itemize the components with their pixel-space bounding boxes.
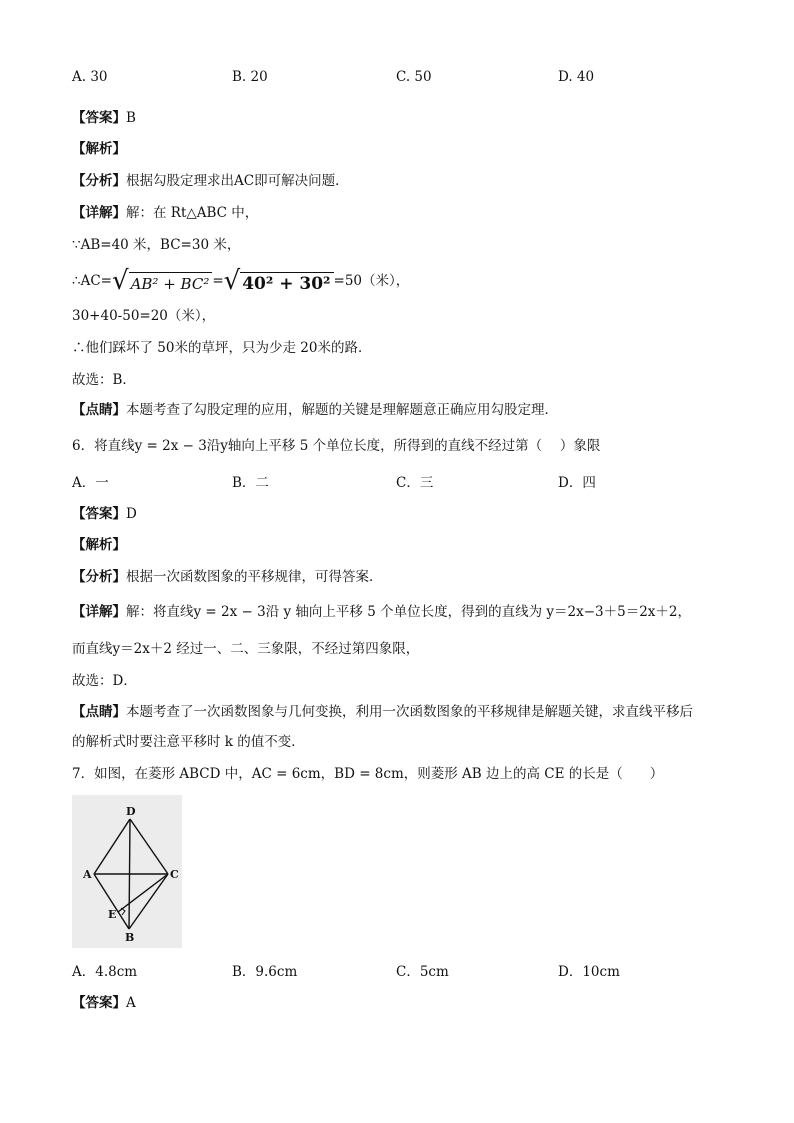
answer-tag: 【答案】 [72, 110, 126, 126]
fenxi-tag: 【分析】 [72, 569, 126, 585]
q5-option-c: C. 50 [396, 69, 432, 85]
q7-answer [72, 994, 136, 1012]
q7-option-a: A．4.8cm [72, 964, 138, 980]
xiangjie-tag: 【详解】 [72, 205, 126, 221]
radicand-ab-bc: AB² + BC² [129, 272, 213, 294]
dianjing-tag: 【点睛】 [72, 402, 126, 418]
fenxi-text: 根据一次函数图象的平移规律，可得答案． [126, 569, 383, 585]
dianjing-text: 本题考查了勾股定理的应用，解题的关键是理解题意正确应用勾股定理． [126, 402, 558, 418]
ac-prefix: ∴AC= [72, 273, 112, 289]
label-c: C [170, 868, 179, 881]
q6-line2: 而直线y＝2x＋2 经过一、二、三象限，不经过第四象限， [72, 641, 420, 657]
sqrt-40-30: √ 40² + 30² [224, 268, 334, 294]
xiangjie-tag: 【详解】 [72, 604, 126, 620]
equals-sign: = [212, 273, 224, 289]
label-b: B [125, 931, 135, 944]
q5-choose: 故选：B． [72, 372, 136, 388]
label-a: A [83, 868, 92, 881]
q6-choose: 故选：D． [72, 673, 137, 689]
q6-dianjing [72, 703, 693, 721]
q5-dianjing [72, 401, 558, 419]
dianjing-text-1: 本题考查了一次函数图象与几何变换，利用一次函数图象的平移规律是解题关键，求直线平移后 [126, 704, 693, 720]
q6-stem: 6．将直线y = 2x − 3沿y轴向上平移 5 个单位长度，所得到的直线不经过第（ ）象限 [72, 438, 601, 454]
q5-ac-formula [72, 266, 409, 296]
answer-value: D [126, 506, 137, 522]
q5-xiangjie [72, 204, 258, 222]
q6-option-b: B．二 [232, 475, 269, 491]
q5-given: ∵AB=40 米，BC=30 米， [72, 237, 241, 253]
q6-option-d: D．四 [558, 475, 596, 491]
q5-option-d: D. 40 [558, 69, 595, 85]
fenxi-text: 根据勾股定理求出AC即可解决问题． [126, 173, 349, 189]
rhombus-figure [72, 795, 182, 948]
answer-value: A [126, 995, 136, 1011]
ac-result: =50（米）， [333, 273, 410, 289]
edge-dc [130, 819, 168, 874]
q7-option-b: B．9.6cm [232, 964, 298, 980]
height-ce [118, 874, 168, 912]
q6-option-a: A．一 [72, 475, 109, 491]
q5-option-a: A. 30 [72, 69, 108, 85]
q5-calc: 30+40-50=20（米）， [72, 308, 216, 324]
fenxi-tag: 【分析】 [72, 173, 126, 189]
q5-answer [72, 109, 136, 127]
q6-analysis-heading: 【解析】 [72, 537, 126, 553]
answer-tag: 【答案】 [72, 995, 126, 1011]
label-d: D [126, 805, 136, 818]
q6-answer [72, 505, 137, 523]
rhombus-diagram [72, 795, 182, 948]
q5-conclusion: ∴他们踩坏了 50米的草坪，只为少走 20米的路． [72, 340, 372, 356]
q7-stem: 7．如图，在菱形 ABCD 中，AC = 6cm，BD = 8cm，则菱形 AB 边上的高 CE 的长是（ ） [72, 766, 664, 782]
edge-cb [129, 874, 168, 929]
q6-option-c: C．三 [396, 475, 434, 491]
radicand-40-30: 40² + 30² [240, 272, 333, 294]
q6-dianjing-cont: 的解析式时要注意平移时 k 的值不变． [72, 734, 305, 750]
q6-fenxi [72, 568, 383, 586]
q5-analysis-heading: 【解析】 [72, 141, 126, 157]
q6-xiangjie [72, 603, 691, 621]
q5-option-b: B. 20 [232, 69, 268, 85]
q7-option-c: C．5cm [396, 964, 449, 980]
sqrt-ab-bc: √ AB² + BC² [112, 268, 212, 294]
dianjing-tag: 【点睛】 [72, 704, 126, 720]
right-angle-mark [121, 908, 125, 915]
label-e: E [108, 908, 117, 921]
q5-fenxi [72, 172, 349, 190]
xiangjie-text: 解：在 Rt△ABC 中， [126, 205, 259, 221]
xiangjie-text: 解：将直线y = 2x − 3沿 y 轴向上平移 5 个单位长度，得到的直线为 y＝2x−3＋5＝2x＋2， [126, 604, 691, 620]
answer-value: B [126, 110, 136, 126]
answer-tag: 【答案】 [72, 506, 126, 522]
edge-da [94, 819, 130, 874]
q7-option-d: D．10cm [558, 964, 620, 980]
